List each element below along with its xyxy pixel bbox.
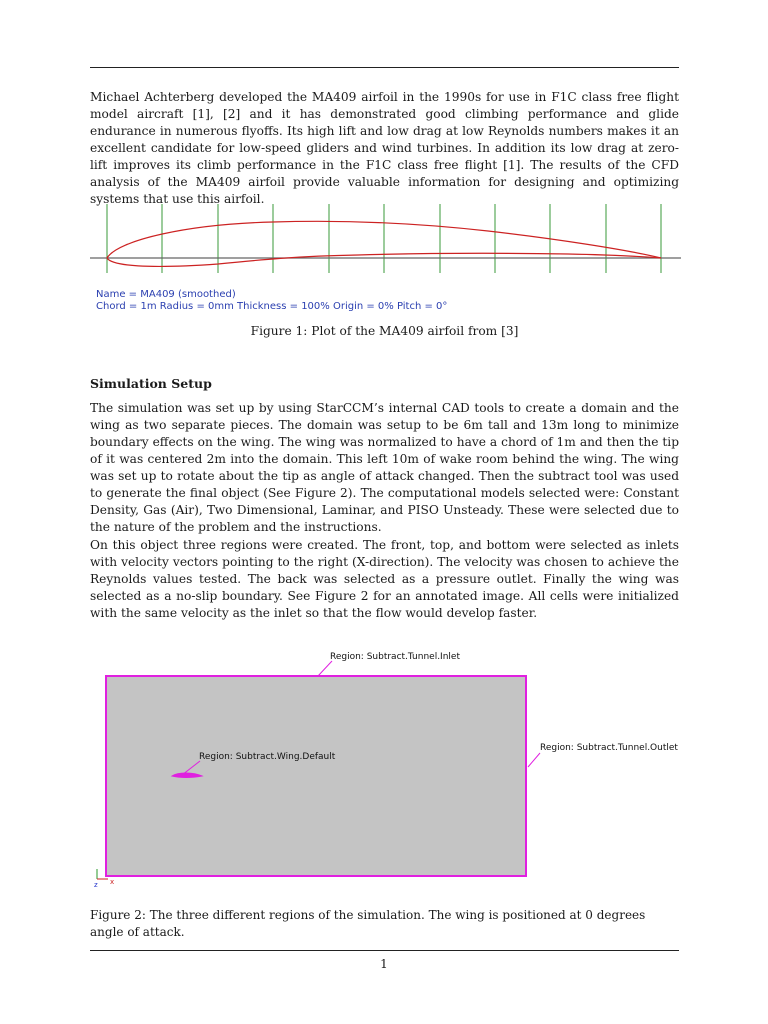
section-heading: Simulation Setup	[90, 376, 212, 391]
domain-rect	[106, 676, 526, 876]
airfoil-plot	[88, 198, 683, 316]
airfoil-grid	[107, 204, 661, 273]
label-wing: Region: Subtract.Wing.Default	[199, 752, 336, 762]
figure1-caption: Figure 1: Plot of the MA409 airfoil from [3]	[250, 324, 519, 338]
airfoil-name-label: Name = MA409 (smoothed)	[96, 289, 236, 300]
bottom-rule	[90, 950, 679, 951]
regions-figure	[88, 643, 680, 893]
label-outlet: Region: Subtract.Tunnel.Outlet	[540, 743, 678, 753]
page-number: 1	[380, 957, 388, 971]
top-rule	[90, 67, 679, 68]
regions-paragraph: On this object three regions were created. The front, top, and bottom were selected as inlets with velocity vectors pointing to the right (X-direction). The velocity was chosen to achieve the Reynolds values tested. The back was selected as a pressure outlet. Finally the wing was selected as a no-slip boundary. See Figure 2 for an annotated image. All cells were initialized with the same velocity as the inlet so that the flow would develop faster.	[90, 538, 679, 620]
airfoil-params-label: Chord = 1m Radius = 0mm Thickness = 100% Origin = 0% Pitch = 0°	[96, 301, 448, 312]
inlet-leader	[318, 661, 332, 676]
axis-z-label: z	[94, 881, 98, 889]
intro-paragraph: Michael Achterberg developed the MA409 airfoil in the 1990s for use in F1C class free flight model aircraft [1], [2] and it has demonstrated good climbing performance and glide endurance in numerous flyoffs. Its high lift and low drag at low Reynolds numbers makes it an excellent candidate for low-speed gliders and wind turbines. In addition its low drag at zero-lift improves its climb performance in the F1C class free flight [1]. The results of the CFD analysis of the MA409 airfoil provide valuable information for designing and optimizing systems that use this airfoil.	[90, 90, 679, 206]
setup-paragraph: The simulation was set up by using StarCCM’s internal CAD tools to create a domain and the wing as two separate pieces. The domain was setup to be 6m tall and 13m long to minimize boundary effects on the wing. The wing was normalized to have a chord of 1m and then the tip of it was centered 2m into the domain. This left 10m of wake room behind the wing. The wing was set up to rotate about the tip as angle of attack changed. Then the subtract tool was used to generate the final object (See Figure 2). The computational models selected were: Constant Density, Gas (Air), Two Dimensional, Laminar, and PISO Unsteady. These were selected due to the nature of the problem and the instructions.	[90, 401, 679, 534]
outlet-leader	[528, 753, 540, 767]
label-inlet: Region: Subtract.Tunnel.Inlet	[330, 652, 460, 662]
axis-x-label: x	[110, 878, 115, 886]
figure2-caption: Figure 2: The three different regions of the simulation. The wing is positioned at 0 degrees angle of attack.	[90, 908, 646, 939]
